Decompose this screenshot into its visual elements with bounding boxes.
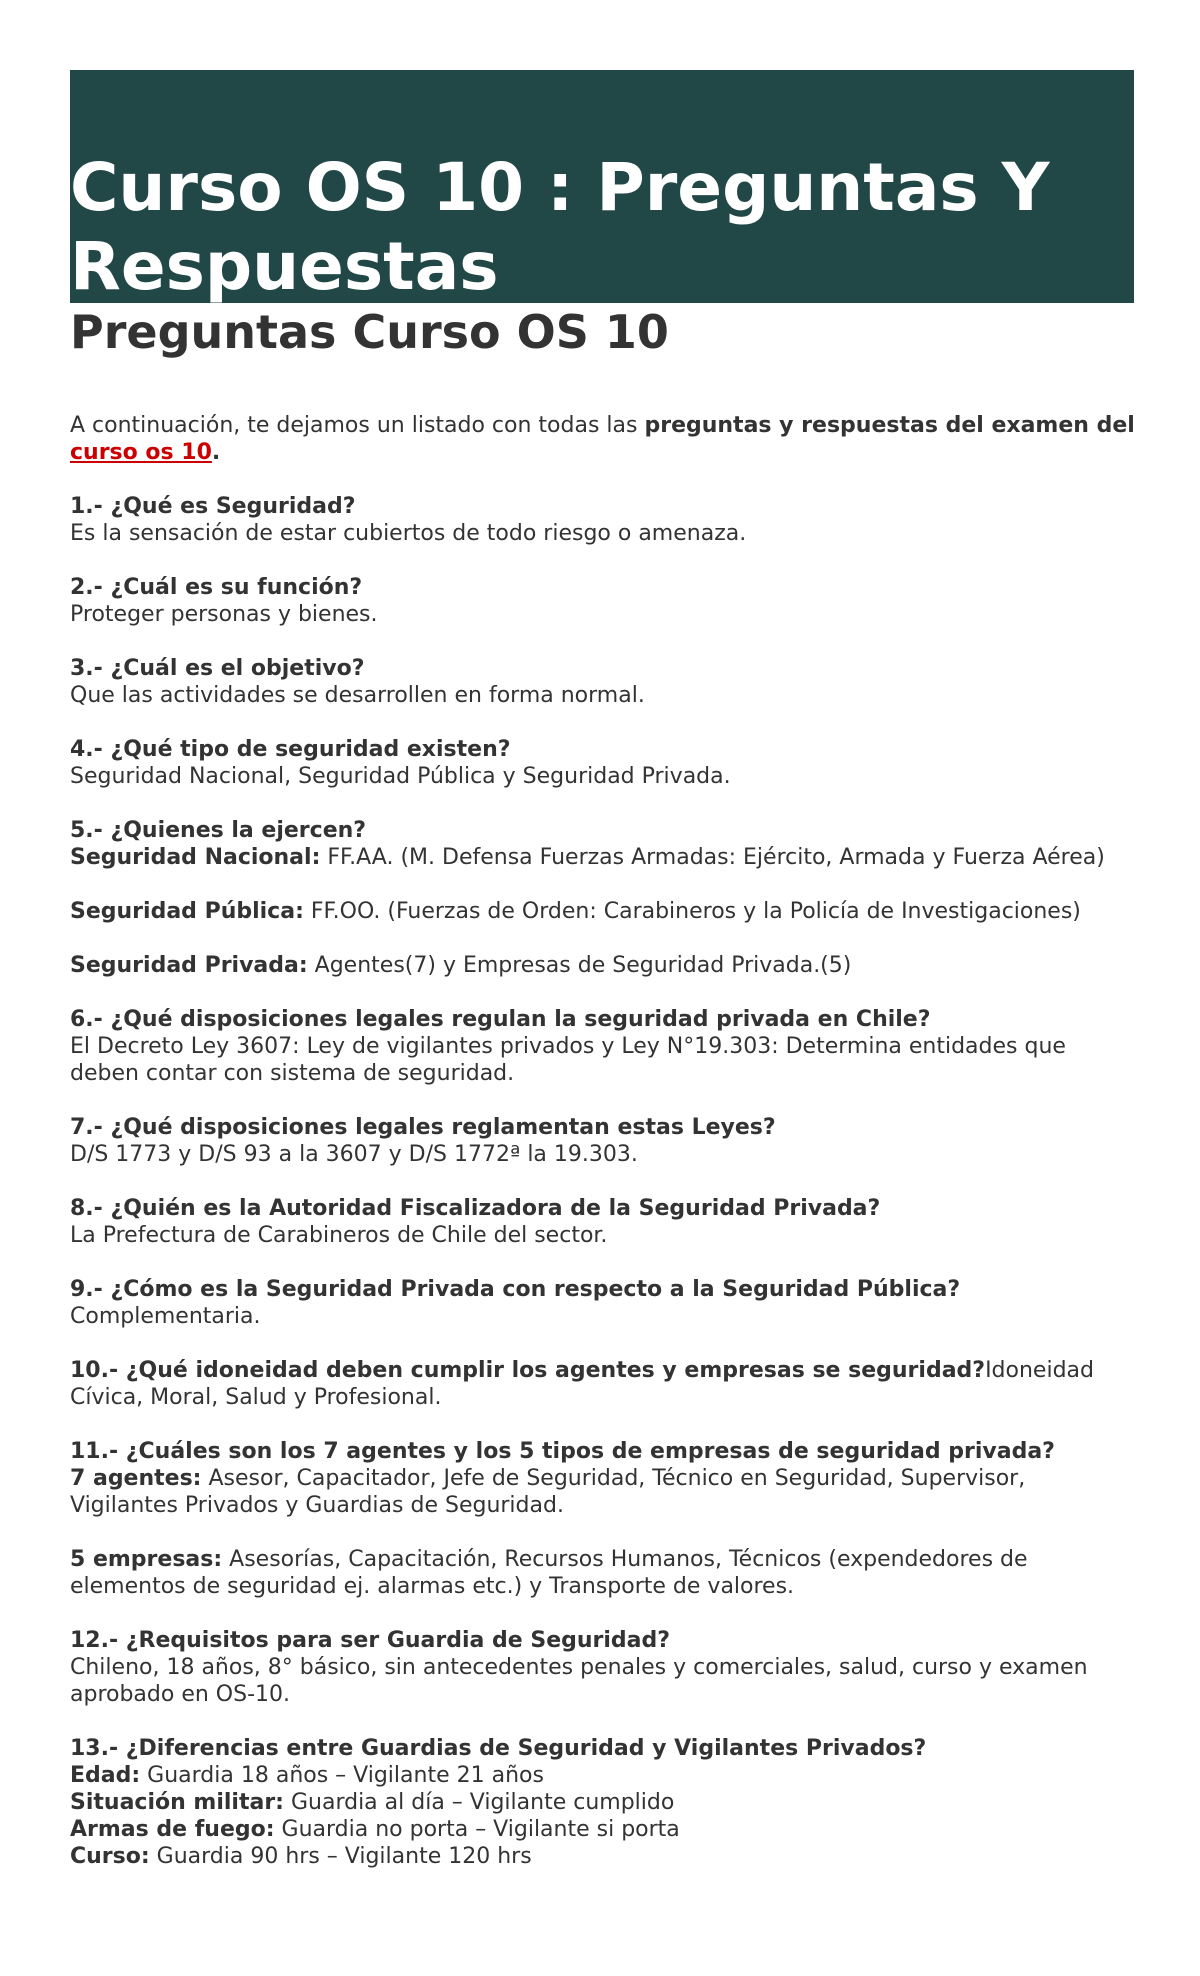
qa-item-5: [70, 817, 1138, 871]
page-title: Curso OS 10 : Preguntas Y Respuestas: [70, 149, 1050, 305]
curso-os10-link[interactable]: curso os 10: [70, 440, 212, 465]
answer: Idoneidad Cívica, Moral, Salud y Profesional.: [70, 1358, 1094, 1410]
answer-label: Armas de fuego:: [70, 1817, 275, 1842]
intro-paragraph: [70, 412, 1138, 466]
qa-item-8: [70, 1195, 1138, 1249]
question: 1.- ¿Qué es Seguridad?: [70, 494, 356, 519]
question: 4.- ¿Qué tipo de seguridad existen?: [70, 737, 511, 762]
qa-item-5-privada: [70, 952, 1138, 979]
answer: Proteger personas y bienes.: [70, 602, 378, 627]
question: 7.- ¿Qué disposiciones legales reglamentan estas Leyes?: [70, 1115, 776, 1140]
qa-item-6: [70, 1006, 1138, 1087]
answer: Que las actividades se desarrollen en forma normal.: [70, 683, 645, 708]
question: 11.- ¿Cuáles son los 7 agentes y los 5 tipos de empresas de seguridad privada?: [70, 1439, 1055, 1464]
answer-label: Curso:: [70, 1844, 150, 1869]
answer-label: Seguridad Nacional:: [70, 845, 321, 870]
answer: Guardia al día – Vigilante cumplido: [283, 1790, 675, 1815]
answer: Agentes(7) y Empresas de Seguridad Privada.(5): [307, 953, 852, 978]
qa-item-5-publica: [70, 898, 1138, 925]
answer: El Decreto Ley 3607: Ley de vigilantes privados y Ley N°19.303: Determina entidades que deben contar con sistema de seguridad.: [70, 1034, 1066, 1086]
intro-bold: preguntas y respuestas del examen del: [644, 413, 1135, 438]
answer: Es la sensación de estar cubiertos de todo riesgo o amenaza.: [70, 521, 747, 546]
answer-label: 5 empresas:: [70, 1547, 223, 1572]
answer: Complementaria.: [70, 1304, 261, 1329]
question: 8.- ¿Quién es la Autoridad Fiscalizadora de la Seguridad Privada?: [70, 1196, 881, 1221]
answer: Asesorías, Capacitación, Recursos Humanos, Técnicos (expendedores de elementos de seguridad ej. alarmas etc.) y Transporte de valores.: [70, 1547, 1028, 1599]
qa-item-13: [70, 1735, 1138, 1870]
qa-item-2: [70, 574, 1138, 628]
answer-label: Seguridad Pública:: [70, 899, 304, 924]
answer-label: Situación militar:: [70, 1790, 284, 1815]
qa-item-10: [70, 1357, 1138, 1411]
answer-label: Seguridad Privada:: [70, 953, 308, 978]
question: 10.- ¿Qué idoneidad deben cumplir los agentes y empresas se seguridad?: [70, 1358, 986, 1383]
answer: Guardia 90 hrs – Vigilante 120 hrs: [149, 1844, 532, 1869]
qa-item-11-empresas: [70, 1546, 1138, 1600]
qa-item-4: [70, 736, 1138, 790]
qa-item-11: [70, 1438, 1138, 1519]
answer: D/S 1773 y D/S 93 a la 3607 y D/S 1772ª la 19.303.: [70, 1142, 638, 1167]
answer: FF.AA. (M. Defensa Fuerzas Armadas: Ejército, Armada y Fuerza Aérea): [320, 845, 1105, 870]
qa-item-7: [70, 1114, 1138, 1168]
answer-label: Edad:: [70, 1763, 141, 1788]
qa-item-12: [70, 1627, 1138, 1708]
article-body: [70, 412, 1138, 1897]
question: 12.- ¿Requisitos para ser Guardia de Seguridad?: [70, 1628, 671, 1653]
qa-item-9: [70, 1276, 1138, 1330]
question: 2.- ¿Cuál es su función?: [70, 575, 363, 600]
answer: Seguridad Nacional, Seguridad Pública y Seguridad Privada.: [70, 764, 731, 789]
answer: Guardia no porta – Vigilante si porta: [274, 1817, 680, 1842]
intro-text: A continuación, te dejamos un listado con todas las: [70, 413, 645, 438]
answer: Chileno, 18 años, 8° básico, sin antecedentes penales y comerciales, salud, curso y examen aprobado en OS-10.: [70, 1655, 1088, 1707]
question: 3.- ¿Cuál es el objetivo?: [70, 656, 365, 681]
intro-end: .: [211, 440, 221, 465]
question: 6.- ¿Qué disposiciones legales regulan la seguridad privada en Chile?: [70, 1007, 931, 1032]
answer: Asesor, Capacitador, Jefe de Seguridad, Técnico en Seguridad, Supervisor, Vigilantes Privados y Guardias de Seguridad.: [70, 1466, 1026, 1518]
qa-item-1: [70, 493, 1138, 547]
question: 5.- ¿Quienes la ejercen?: [70, 818, 367, 843]
qa-item-3: [70, 655, 1138, 709]
question: 13.- ¿Diferencias entre Guardias de Seguridad y Vigilantes Privados?: [70, 1736, 927, 1761]
answer: La Prefectura de Carabineros de Chile del sector.: [70, 1223, 608, 1248]
answer: Guardia 18 años – Vigilante 21 años: [140, 1763, 544, 1788]
answer-label: 7 agentes:: [70, 1466, 202, 1491]
question: 9.- ¿Cómo es la Seguridad Privada con respecto a la Seguridad Pública?: [70, 1277, 961, 1302]
page-subtitle: Preguntas Curso OS 10: [70, 305, 669, 359]
answer: FF.OO. (Fuerzas de Orden: Carabineros y la Policía de Investigaciones): [303, 899, 1081, 924]
